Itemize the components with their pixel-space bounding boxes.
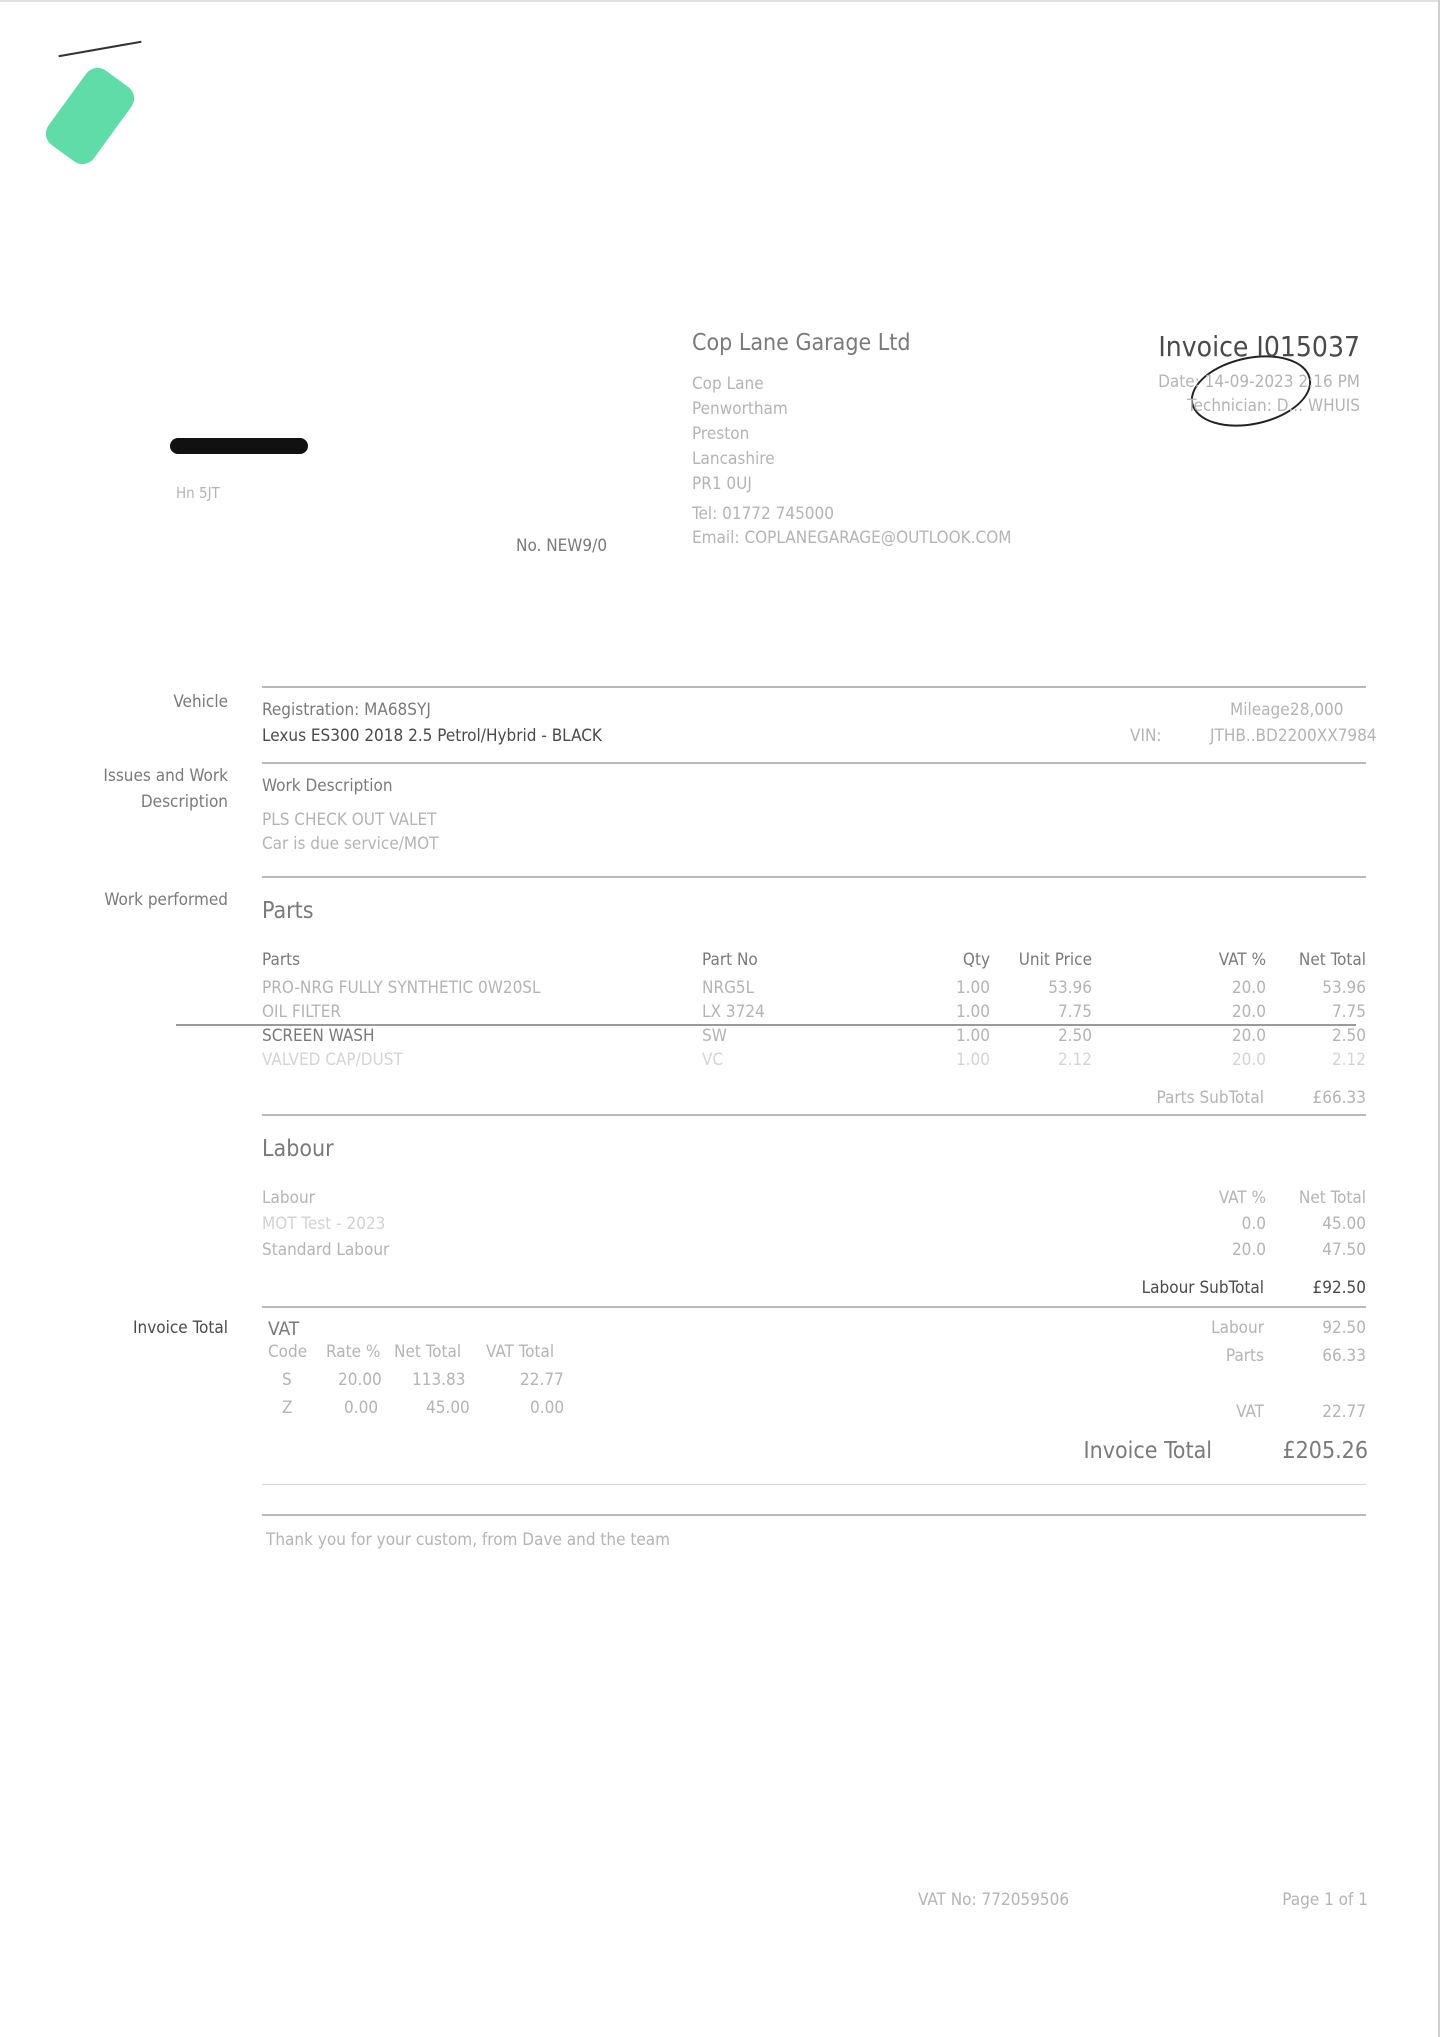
parts-col-qty: Qty	[962, 950, 990, 970]
issues-label-line2: Description	[140, 792, 228, 812]
labour-row-vat: 0.0	[1241, 1214, 1266, 1234]
parts-row-qty: 1.00	[955, 1026, 990, 1046]
vat-row-rate: 20.00	[338, 1370, 382, 1390]
parts-row-unit-price: 7.75	[1057, 1002, 1092, 1022]
mileage-label: Mileage:	[1230, 700, 1295, 720]
invoice-total-label: Invoice Total	[1083, 1438, 1212, 1464]
vat-col-rate: Rate %	[326, 1342, 381, 1362]
vat-heading: VAT	[268, 1318, 300, 1340]
invoice-total-value: £205.26	[1282, 1438, 1368, 1464]
work-description-line: Car is due service/MOT	[262, 834, 439, 854]
summary-vat-label: VAT	[1236, 1402, 1264, 1422]
vin-value: JTHB..BD2200XX7984	[1210, 726, 1377, 746]
customer-postcode: Hn 5JT	[176, 484, 220, 502]
issues-label-line1: Issues and Work	[103, 766, 228, 786]
page-edge-top	[0, 0, 1440, 2]
vat-row-net: 45.00	[426, 1398, 470, 1418]
vat-row-vat: 0.00	[530, 1398, 565, 1418]
parts-row-unit-price: 2.50	[1057, 1026, 1092, 1046]
labour-subtotal-value: £92.50	[1312, 1278, 1366, 1298]
company-tel: Tel: 01772 745000	[692, 504, 834, 524]
parts-subtotal-value: £66.33	[1312, 1088, 1366, 1108]
company-name: Cop Lane Garage Ltd	[692, 330, 911, 356]
highlighter-mark	[40, 62, 139, 169]
parts-row-qty: 1.00	[955, 1002, 990, 1022]
labour-row-net-total: 47.50	[1322, 1240, 1366, 1260]
invoice-total-section-label: Invoice Total	[133, 1318, 228, 1338]
work-description-heading: Work Description	[262, 776, 393, 796]
parts-row-part-no: LX 3724	[702, 1002, 765, 1022]
vat-row-rate: 0.00	[344, 1398, 379, 1418]
pen-mark	[58, 41, 141, 58]
parts-row-name: OIL FILTER	[262, 1002, 342, 1022]
issues-bottom-rule	[262, 876, 1366, 878]
parts-row-net-total: 7.75	[1331, 1002, 1366, 1022]
labour-row-name: Standard Labour	[262, 1240, 390, 1260]
mileage-value: 28,000	[1290, 700, 1344, 720]
vat-col-code: Code	[268, 1342, 308, 1362]
redaction-bar	[170, 438, 308, 454]
invoice-title: Invoice I015037	[1158, 330, 1360, 363]
work-description-line: PLS CHECK OUT VALET	[262, 810, 437, 830]
parts-col-unit-price: Unit Price	[1018, 950, 1092, 970]
parts-row-unit-price: 2.12	[1057, 1050, 1092, 1070]
thank-you-note: Thank you for your custom, from Dave and the team	[266, 1530, 671, 1550]
parts-row-qty: 1.00	[955, 978, 990, 998]
vat-col-net: Net Total	[394, 1342, 462, 1362]
vat-number: VAT No: 772059506	[918, 1890, 1070, 1910]
parts-row-part-no: VC	[702, 1050, 724, 1070]
labour-row-name: MOT Test - 2023	[262, 1214, 386, 1234]
summary-vat-value: 22.77	[1322, 1402, 1366, 1422]
vehicle-bottom-rule	[262, 762, 1366, 764]
parts-col-net-total: Net Total	[1298, 950, 1366, 970]
labour-row-net-total: 45.00	[1322, 1214, 1366, 1234]
parts-row-name: SCREEN WASH	[262, 1026, 375, 1046]
vat-col-vat: VAT Total	[486, 1342, 555, 1362]
labour-row-vat: 20.0	[1231, 1240, 1266, 1260]
vat-row-code: Z	[282, 1398, 293, 1418]
parts-row-vat: 20.0	[1231, 1050, 1266, 1070]
parts-row-name: PRO-NRG FULLY SYNTHETIC 0W20SL	[262, 978, 541, 998]
vat-row-code: S	[282, 1370, 292, 1390]
company-email: Email: COPLANEGARAGE@OUTLOOK.COM	[692, 528, 1012, 548]
parts-row-unit-price: 53.96	[1048, 978, 1092, 998]
invoice-date: Date: 14-09-2023 2:16 PM	[1158, 372, 1360, 392]
company-address-1: Cop Lane	[692, 374, 764, 394]
vehicle-top-rule	[262, 686, 1366, 688]
vin-label: VIN:	[1130, 726, 1162, 746]
total-bottom-rule	[262, 1484, 1366, 1485]
labour-col-name: Labour	[262, 1188, 315, 1208]
labour-col-net-total: Net Total	[1298, 1188, 1366, 1208]
parts-row-qty: 1.00	[955, 1050, 990, 1070]
company-address-2: Penwortham	[692, 399, 788, 419]
parts-row-part-no: NRG5L	[702, 978, 755, 998]
vehicle-registration: Registration: MA68SYJ	[262, 700, 431, 720]
parts-col-vat: VAT %	[1218, 950, 1266, 970]
labour-bottom-rule	[262, 1306, 1366, 1308]
parts-row-part-no: SW	[702, 1026, 727, 1046]
labour-subtotal-label: Labour SubTotal	[1141, 1278, 1264, 1298]
parts-row-net-total: 2.12	[1331, 1050, 1366, 1070]
parts-row-net-total: 53.96	[1322, 978, 1366, 998]
work-performed-label: Work performed	[104, 890, 228, 910]
parts-bottom-rule	[262, 1114, 1366, 1116]
invoice-technician: Technician: D... WHUIS	[1187, 396, 1360, 416]
summary-parts-label: Parts	[1225, 1346, 1264, 1366]
summary-labour-value: 92.50	[1322, 1318, 1366, 1338]
footer-top-rule	[262, 1514, 1366, 1516]
company-address-5: PR1 0UJ	[692, 474, 752, 494]
vat-row-net: 113.83	[412, 1370, 466, 1390]
labour-heading: Labour	[262, 1136, 334, 1162]
labour-col-vat: VAT %	[1218, 1188, 1266, 1208]
customer-number: No. NEW9/0	[516, 536, 608, 556]
summary-labour-label: Labour	[1211, 1318, 1264, 1338]
parts-row-name: VALVED CAP/DUST	[262, 1050, 403, 1070]
vehicle-section-label: Vehicle	[173, 692, 228, 712]
parts-heading: Parts	[262, 898, 314, 924]
page-number: Page 1 of 1	[1282, 1890, 1368, 1910]
parts-row-vat: 20.0	[1231, 1026, 1266, 1046]
company-address-4: Lancashire	[692, 449, 775, 469]
company-address-3: Preston	[692, 424, 750, 444]
parts-row-vat: 20.0	[1231, 1002, 1266, 1022]
vehicle-description: Lexus ES300 2018 2.5 Petrol/Hybrid - BLACK	[262, 726, 602, 746]
parts-row-vat: 20.0	[1231, 978, 1266, 998]
parts-row-net-total: 2.50	[1331, 1026, 1366, 1046]
parts-subtotal-label: Parts SubTotal	[1156, 1088, 1264, 1108]
parts-col-name: Parts	[262, 950, 301, 970]
parts-col-part-no: Part No	[702, 950, 758, 970]
vat-row-vat: 22.77	[520, 1370, 564, 1390]
summary-parts-value: 66.33	[1322, 1346, 1366, 1366]
